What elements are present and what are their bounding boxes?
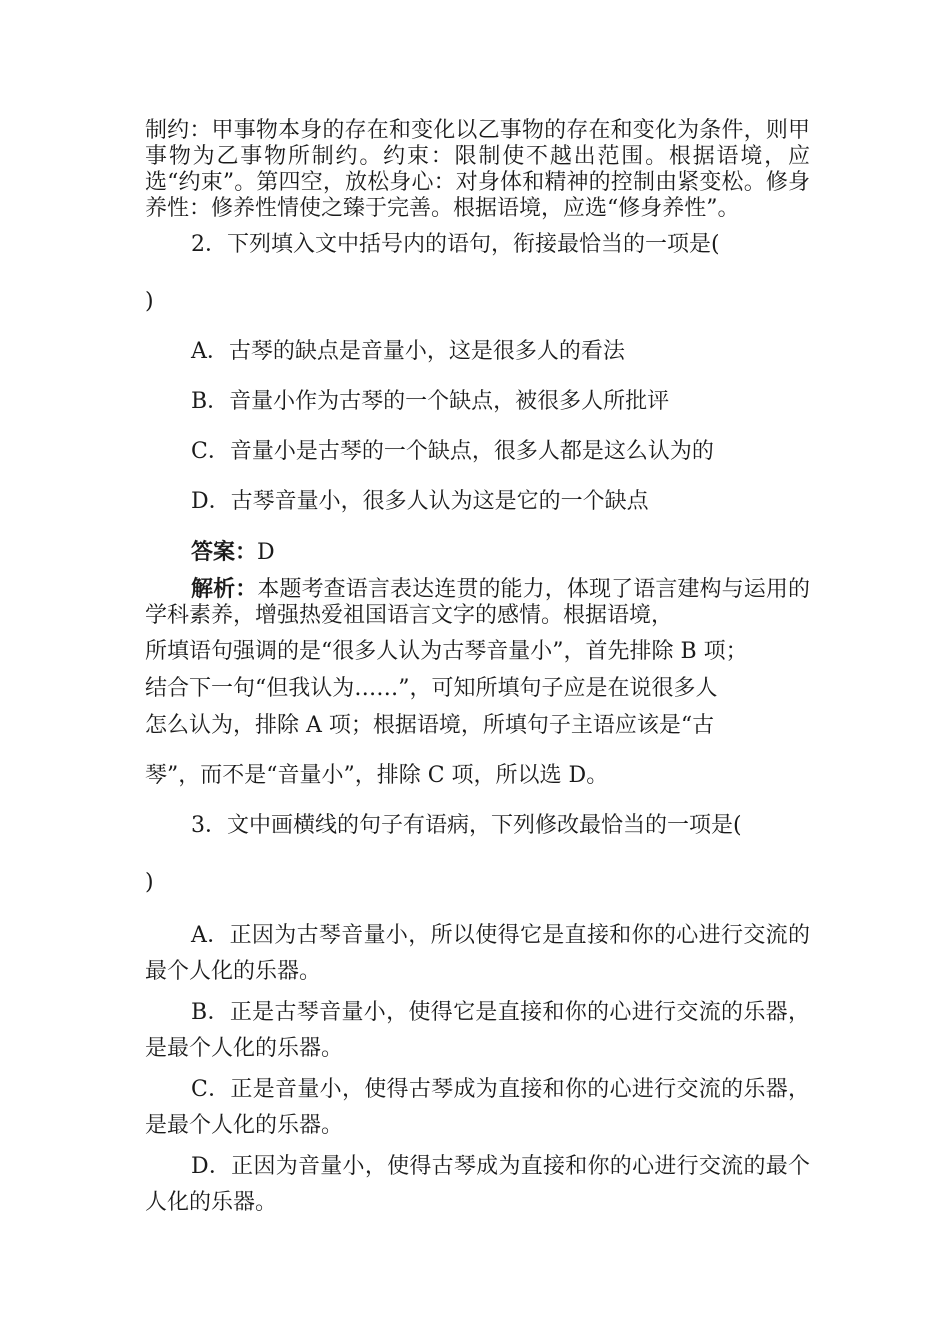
q2-analysis-label: 解析： — [191, 576, 258, 602]
q3-options — [145, 918, 810, 1221]
q2-answer-value: D — [257, 540, 275, 565]
q2-answer — [145, 539, 810, 566]
q3-option-d: D．正因为音量小，使得古琴成为直接和你的心进行交流的最个人化的乐器。 — [145, 1154, 810, 1215]
q2-option-c: C．音量小是古琴的一个缺点，很多人都是这么认为的 — [191, 439, 714, 464]
q2-analysis-para — [145, 576, 810, 629]
q3-stem-close: ) — [145, 870, 154, 895]
q3-option-a: A．正因为古琴音量小，所以使得它是直接和你的心进行交流的最个人化的乐器。 — [145, 923, 810, 984]
q3-option-c: C．正是音量小，使得古琴成为直接和你的心进行交流的乐器，是最个人化的乐器。 — [145, 1077, 810, 1138]
q2-stem: 2．下列填入文中括号内的语句，衔接最恰当的一项是( — [191, 232, 720, 257]
q2-analysis-line2: 所填语句强调的是“很多人认为古琴音量小”，首先排除 B 项； — [145, 639, 748, 664]
explanation-q1-continued: 制约：甲事物本身的存在和变化以乙事物的存在和变化为条件，则甲事物为乙事物所制约。约束：限制使不越出范围。根据语境，应选“约束”。第四空，放松身心：对身体和精神的控制由紧变松。修身养性：修养性情使之臻于完善。根据语境，应选“修身养性”。 — [145, 118, 810, 221]
q2-option-d: D．古琴音量小，很多人认为这是它的一个缺点 — [191, 489, 649, 514]
document-page — [145, 118, 810, 1221]
q2-analysis-line4: 怎么认为，排除 A 项；根据语境，所填句子主语应该是“古 — [145, 713, 715, 738]
q2-stem-close: ) — [145, 289, 154, 314]
q2-analysis-line3: 结合下一句“但我认为……”，可知所填句子应是在说很多人 — [145, 676, 718, 701]
q2-option-a: A．古琴的缺点是音量小，这是很多人的看法 — [191, 339, 625, 364]
q2-option-b: B．音量小作为古琴的一个缺点，被很多人所批评 — [191, 389, 670, 414]
q3-option-b: B．正是古琴音量小，使得它是直接和你的心进行交流的乐器，是最个人化的乐器。 — [145, 1000, 810, 1061]
q2-analysis-line1: 本题考查语言表达连贯的能力，体现了语言建构与运用的学科素养，增强热爱祖国语言文字的感情。根据语境， — [145, 577, 810, 628]
q3-stem: 3．文中画横线的句子有语病，下列修改最恰当的一项是( — [191, 813, 742, 838]
q2-analysis — [145, 576, 810, 789]
q2-answer-label: 答案： — [191, 539, 258, 565]
q2-analysis-line5: 琴”，而不是“音量小”，排除 C 项，所以选 D。 — [145, 763, 609, 788]
